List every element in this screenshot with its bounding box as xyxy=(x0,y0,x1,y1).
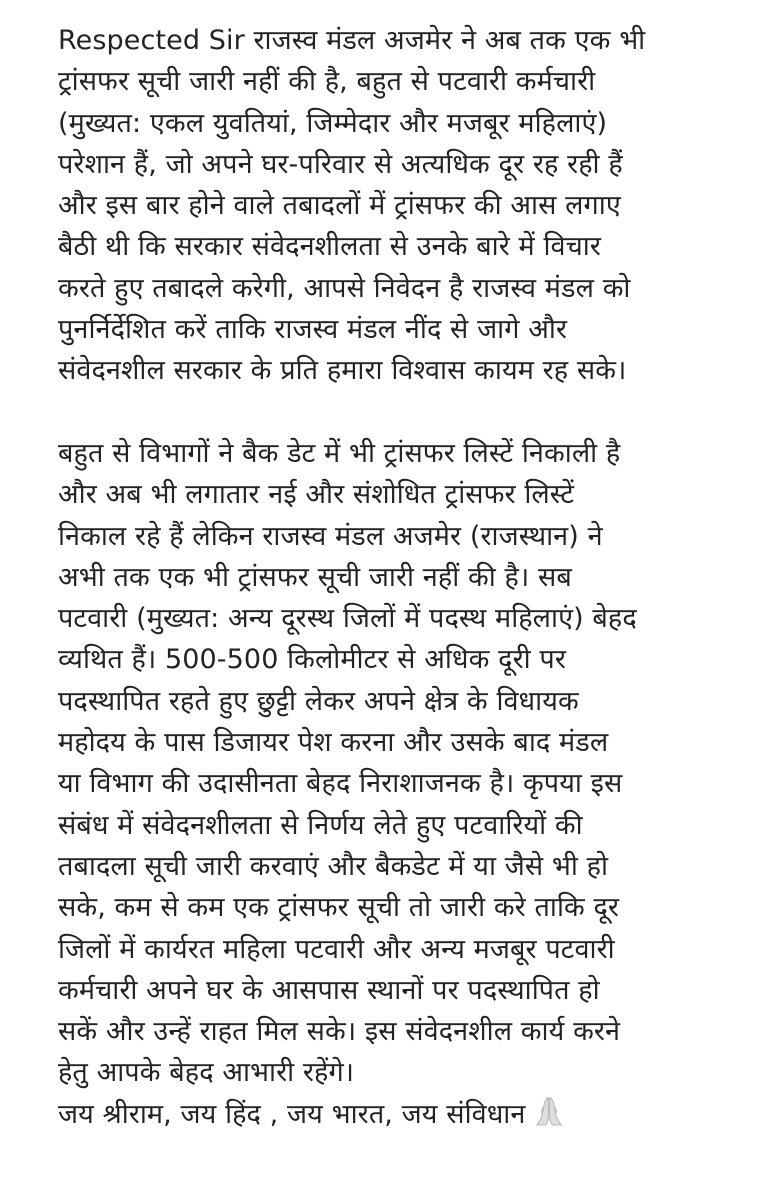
text-line: हेतु आपके बेहद आभारी रहेंगे। xyxy=(58,1057,355,1089)
text-line: बैठी थी कि सरकार संवेदनशीलता से उनके बारे में विचार xyxy=(58,231,601,263)
text-line: परेशान हैं, जो अपने घर-परिवार से अत्यधिक दूर रह रही हैं xyxy=(58,148,623,180)
text-line: महोदय के पास डिजायर पेश करना और उसके बाद मंडल xyxy=(58,727,609,759)
text-line: अभी तक एक भी ट्रांसफर सूची जारी नहीं की है। सब xyxy=(58,561,572,593)
text-line: पदस्थापित रहते हुए छुट्टी लेकर अपने क्षेत्र के विधायक xyxy=(58,685,579,717)
text-line: संवेदनशील सरकार के प्रति हमारा विश्वास कायम रह सके। xyxy=(58,355,627,387)
text-line: जिलों में कार्यरत महिला पटवारी और अन्य मजबूर पटवारी xyxy=(58,933,615,965)
text-line: या विभाग की उदासीनता बेहद निराशाजनक है। कृपया इस xyxy=(58,768,623,800)
text-line: बहुत से विभागों ने बैक डेट में भी ट्रांसफर लिस्टें निकाली है xyxy=(58,437,621,469)
folded-hands-icon xyxy=(532,1094,566,1128)
text-line: व्यथित हैं। 500-500 किलोमीटर से अधिक दूरी पर xyxy=(58,644,566,676)
paragraph-2 xyxy=(58,433,750,1094)
paragraph-1 xyxy=(58,20,750,392)
text-line: कर्मचारी अपने घर के आसपास स्थानों पर पदस्थापित हो xyxy=(58,974,600,1006)
closing-line xyxy=(58,1094,750,1135)
text-line: (मुख्यत: एकल युवतियां, जिम्मेदार और मजबूर महिलाएं) xyxy=(58,107,608,139)
text-line: सके, कम से कम एक ट्रांसफर सूची तो जारी करे ताकि दूर xyxy=(58,892,620,924)
text-line: संबंध में संवेदनशीलता से निर्णय लेते हुए पटवारियों की xyxy=(58,809,583,841)
paragraph-spacer xyxy=(58,392,750,433)
text-line: ट्रांसफर सूची जारी नहीं की है, बहुत से पटवारी कर्मचारी xyxy=(58,66,596,98)
text-line: करते हुए तबादले करेगी, आपसे निवेदन है राजस्व मंडल को xyxy=(58,272,631,304)
text-line: निकाल रहे हैं लेकिन राजस्व मंडल अजमेर (राजस्थान) ने xyxy=(58,520,603,552)
closing-text: जय श्रीराम, जय हिंद , जय भारत, जय संविधान xyxy=(58,1098,526,1130)
text-line: Respected Sir राजस्व मंडल अजमेर ने अब तक एक भी xyxy=(58,25,646,56)
text-line: तबादला सूची जारी करवाएं और बैकडेट में या जैसे भी हो xyxy=(58,850,609,882)
text-line: सकें और उन्हें राहत मिल सके। इस संवेदनशील कार्य करने xyxy=(58,1016,621,1048)
text-line: पटवारी (मुख्यत: अन्य दूरस्थ जिलों में पदस्थ महिलाएं) बेहद xyxy=(58,603,637,635)
text-line: और इस बार होने वाले तबादलों में ट्रांसफर की आस लगाए xyxy=(58,190,621,222)
text-line: पुनर्निर्देशित करें ताकि राजस्व मंडल नींद से जागे और xyxy=(58,314,568,346)
text-line: और अब भी लगातार नई और संशोधित ट्रांसफर लिस्टें xyxy=(58,479,575,511)
